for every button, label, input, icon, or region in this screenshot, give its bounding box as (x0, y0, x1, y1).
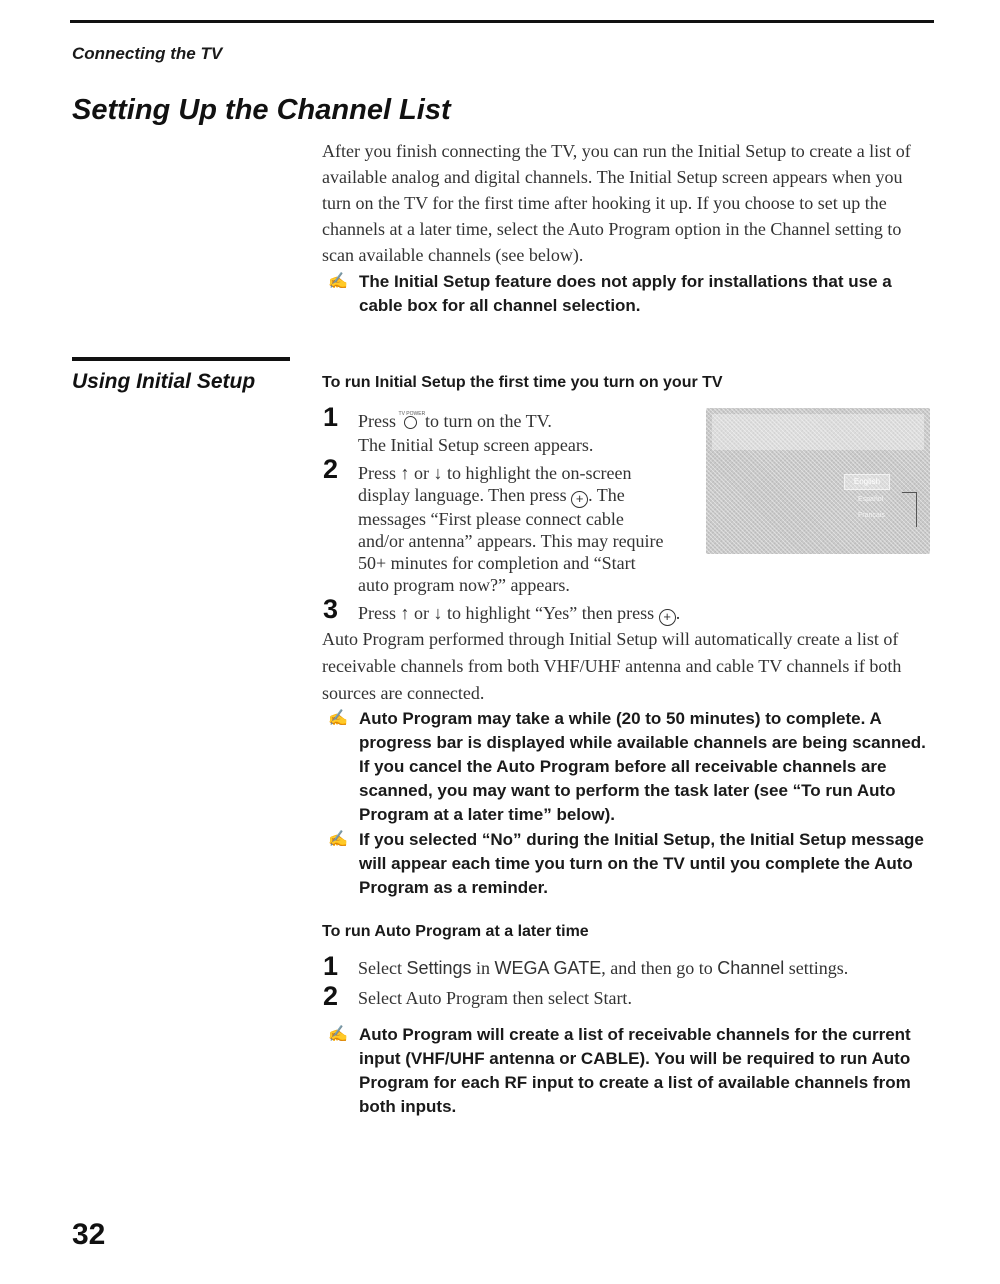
intro-paragraph: After you finish connecting the TV, you can run the Initial Setup to create a list of available analog and digital channels. The Initial Setup screen appears when you turn on the TV for the first time after hooking it up. If you choose to set up the channels at a later time, select the Auto Program option in the Channel setting to scan available channels (see below). (322, 141, 911, 265)
note-auto-program-duration (322, 707, 934, 827)
step-number: 2 (323, 981, 339, 1011)
step-text: Select Auto Program then select Start. (358, 988, 632, 1008)
note-text: The Initial Setup feature does not apply for installations that use a cable box for all channel selection. (359, 272, 892, 315)
header-rule (70, 20, 934, 23)
procedure-heading-later: To run Auto Program at a later time (322, 923, 589, 940)
enter-button-icon: + (659, 609, 676, 626)
note-text: Auto Program will create a list of receivable channels for the current input (VHF/UHF antenna or CABLE). You will be required to run Auto Program for each RF input to create a list of available channels from both inputs. (359, 1025, 911, 1116)
page-title: Setting Up the Channel List (72, 94, 451, 126)
subsection-rule (72, 357, 290, 361)
tv-language-highlight: English (844, 474, 890, 490)
step-text: Press ↑ or ↓ to highlight the on-screen display language. Then press + . The messages “First please connect cable and/or antenna” appears. This may require 50+ minutes for completion and “Start auto program now?” appears. (358, 463, 664, 595)
arrow-down-icon: ↓ (433, 603, 443, 623)
arrow-up-icon: ↑ (400, 463, 410, 483)
tv-screen-title-bar (712, 414, 924, 450)
note-text: If you selected “No” during the Initial Setup, the Initial Setup message will appear each time you turn on the TV until you complete the Auto Program as a reminder. (359, 830, 924, 897)
note-text: Auto Program may take a while (20 to 50 minutes) to complete. A progress bar is displayed while available channels are being scanned. If you cancel the Auto Program before all receivable channels are scanned, you may want to perform the task later (see “To run Auto Program at a later time” below). (359, 709, 926, 824)
step-number: 3 (323, 594, 339, 624)
initial-setup-screen-illustration (706, 408, 930, 554)
step-text: Press TV POWER to turn on the TV. The Initial Setup screen appears. (358, 411, 594, 455)
power-button-icon: TV POWER (401, 412, 421, 434)
procedure-heading-initial: To run Initial Setup the first time you turn on your TV (322, 374, 723, 391)
section-header: Connecting the TV (72, 44, 223, 63)
step-number: 2 (323, 454, 339, 484)
note-icon: ✍ (328, 273, 348, 290)
arrow-up-icon: ↑ (400, 603, 410, 623)
note-icon: ✍ (328, 710, 348, 727)
note-cable-box (322, 270, 934, 318)
note-initial-setup-reminder (322, 828, 934, 900)
arrow-down-icon: ↓ (433, 463, 443, 483)
tv-language-option: Español (858, 496, 884, 503)
enter-button-icon: + (571, 491, 588, 508)
step-number: 1 (323, 951, 339, 981)
note-icon: ✍ (328, 1026, 348, 1043)
step-number: 1 (323, 402, 339, 432)
page-number: 32 (72, 1218, 106, 1251)
tv-screen-bracket (902, 492, 917, 527)
step-text: Select Settings in WEGA GATE, and then go to Channel settings. (358, 958, 849, 978)
note-icon: ✍ (328, 831, 348, 848)
note-rf-inputs (322, 1023, 934, 1119)
tv-language-option: Français (858, 512, 885, 519)
subsection-heading: Using Initial Setup (72, 370, 256, 393)
auto-program-paragraph: Auto Program performed through Initial Setup will automatically create a list of receivable channels from both VHF/UHF antenna and cable TV channels if both sources are connected. (322, 629, 902, 703)
step-text: Press ↑ or ↓ to highlight “Yes” then press + . (358, 603, 681, 624)
